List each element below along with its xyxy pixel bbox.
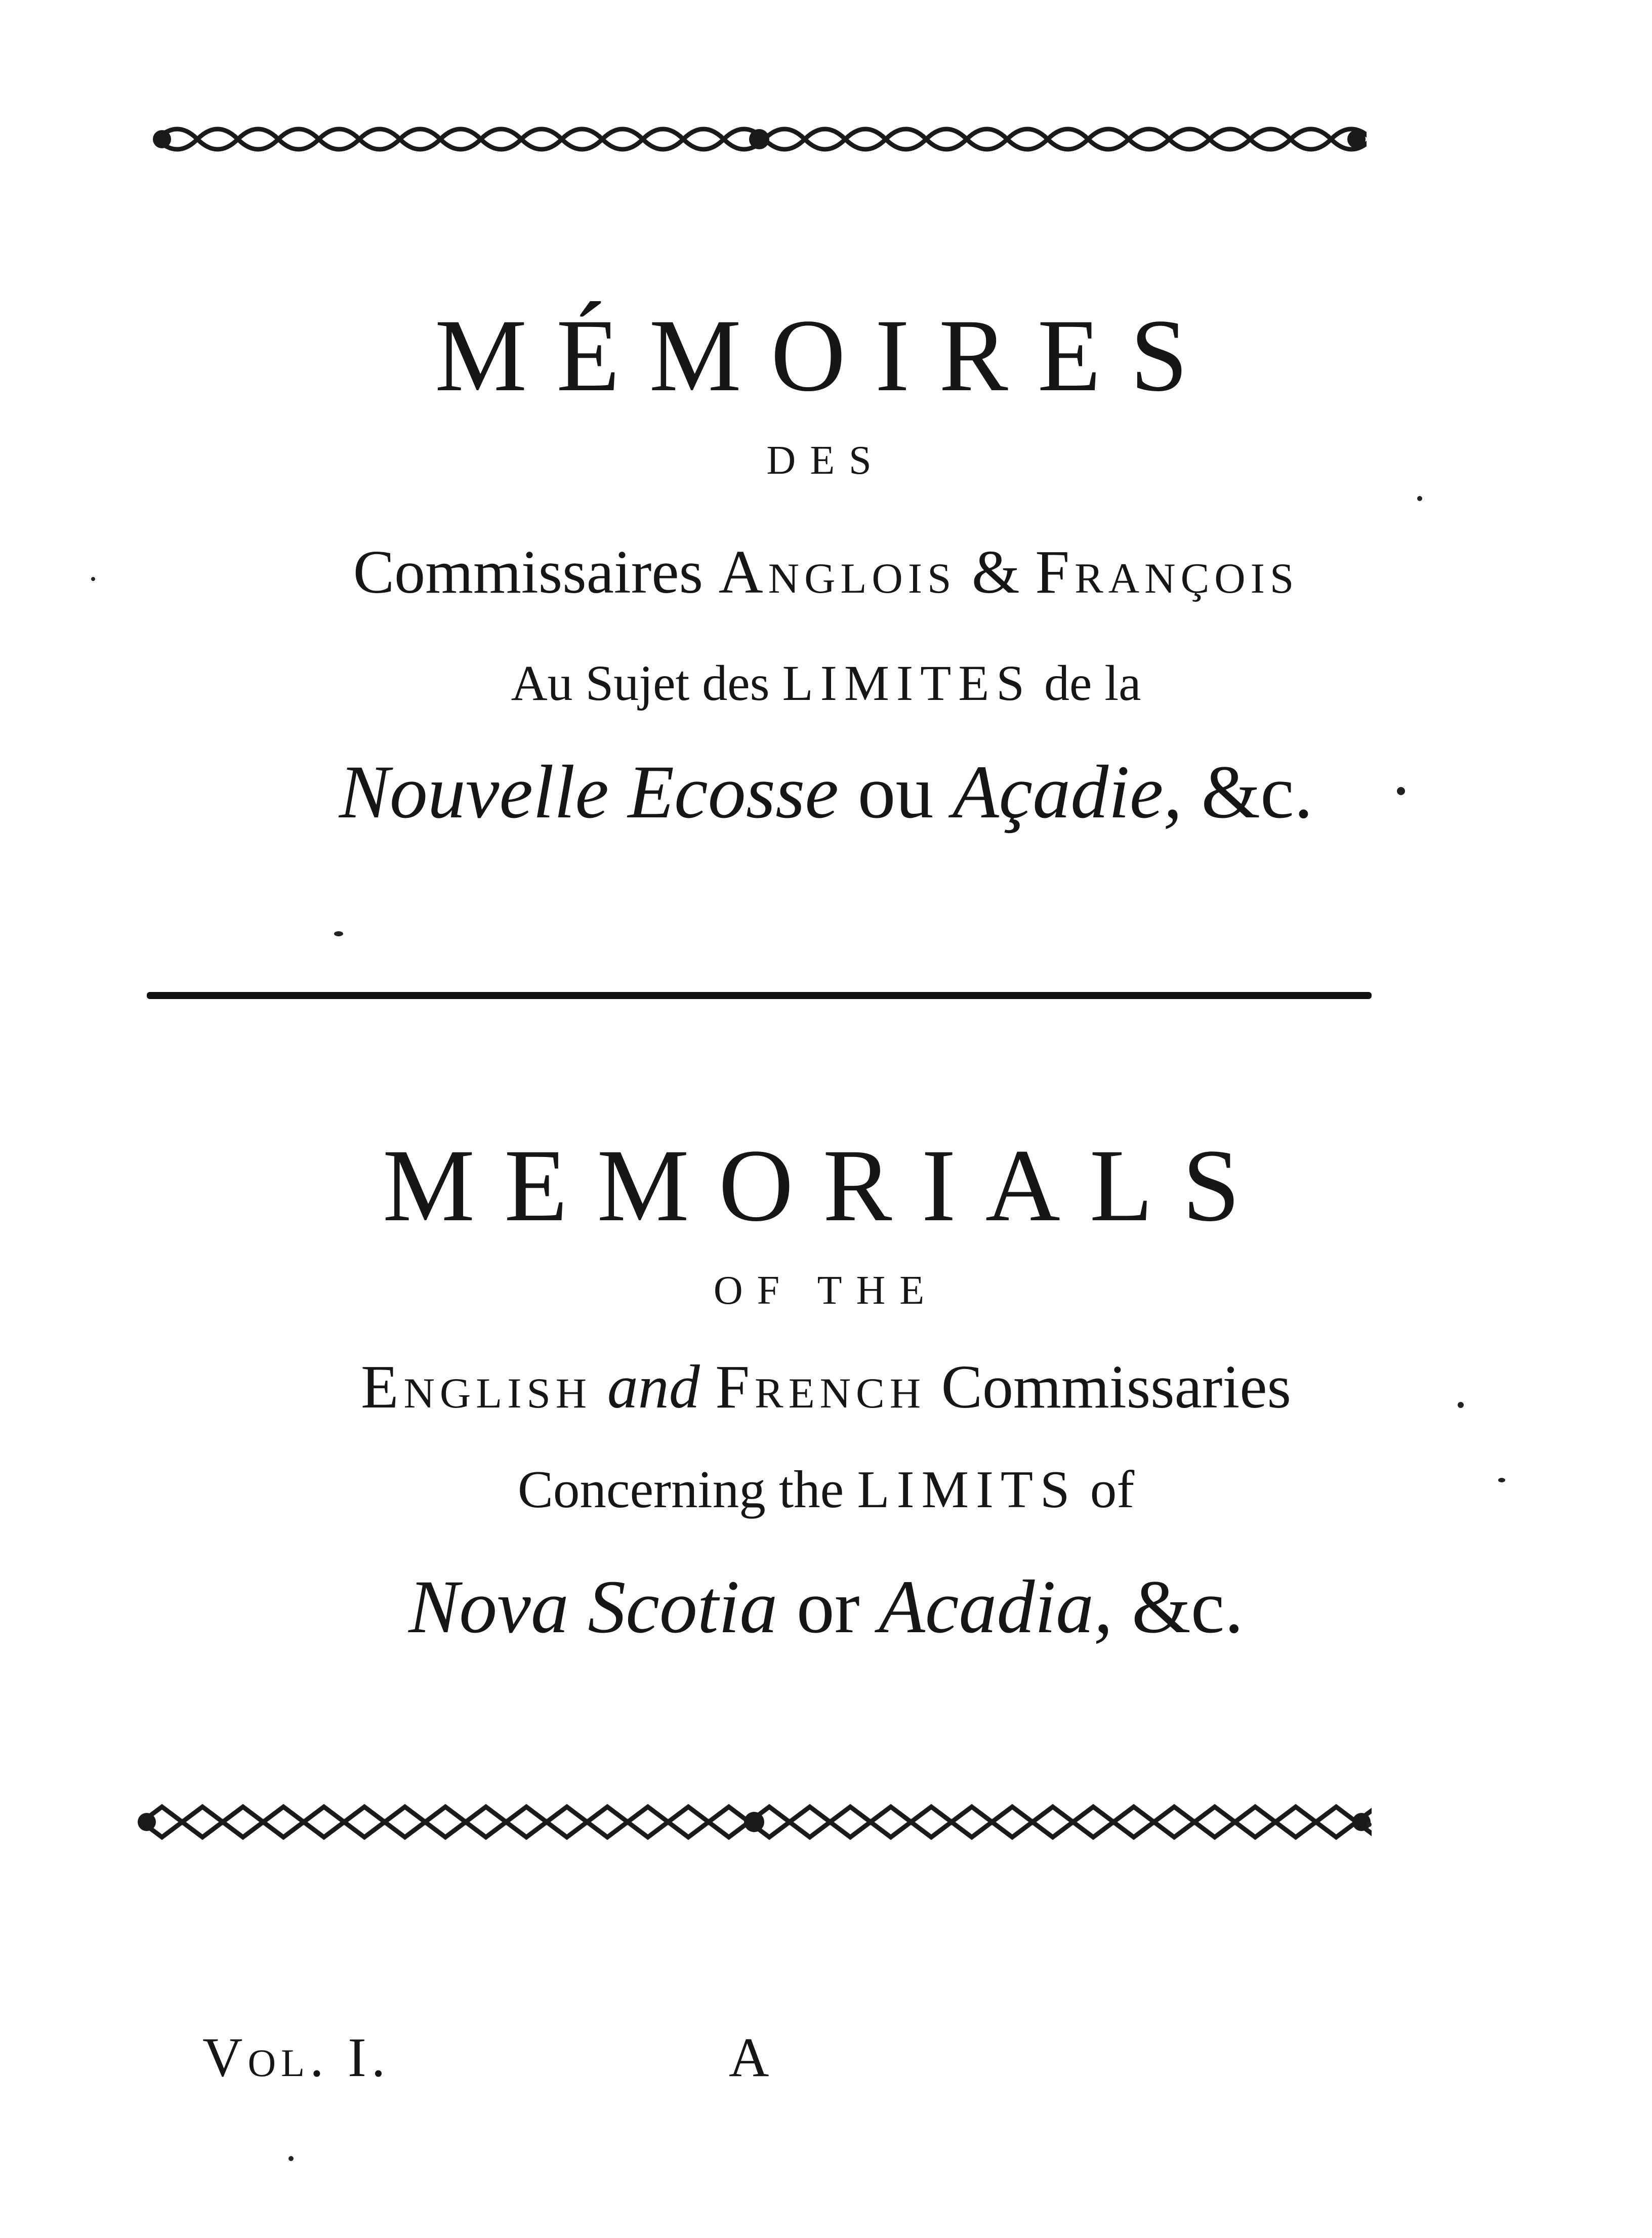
limits-word: LIMITS: [857, 1460, 1077, 1519]
divider-rule: [147, 992, 1372, 999]
commissaires-word: Commissaires: [353, 538, 704, 606]
ink-speck: [334, 931, 343, 936]
etc-fr: &c.: [1201, 750, 1313, 834]
signature-mark: A: [729, 2026, 769, 2088]
french-sujet-line: [0, 655, 1652, 711]
de-la: de la: [1044, 655, 1141, 711]
ink-speck: [1458, 1402, 1464, 1408]
ink-speck: [1498, 1478, 1505, 1482]
etc-en: &c.: [1132, 1565, 1244, 1649]
acadie: Açadie,: [952, 750, 1182, 834]
commissaries-word: Commissaries: [941, 1353, 1291, 1421]
english-commissaries-line: [0, 1353, 1652, 1421]
au-sujet-des: Au Sujet des: [511, 655, 770, 711]
volume-label: Vol. I.: [202, 2026, 391, 2088]
english-concerning-line: [0, 1460, 1652, 1519]
concerning-the: Concerning the: [517, 1460, 844, 1519]
limites-word: LIMITES: [782, 655, 1031, 711]
anglois-word: Anglois: [718, 538, 957, 606]
ou-word: ou: [857, 750, 934, 834]
acadia: Acadia,: [879, 1565, 1113, 1649]
english-of-the: OF THE: [713, 1268, 939, 1313]
french-word: French: [715, 1353, 926, 1421]
english-main-title: MEMORIALS: [382, 1128, 1270, 1243]
bottom-ornament-band: [137, 1802, 1372, 1842]
english-region-line: [0, 1565, 1652, 1649]
nouvelle-ecosse: Nouvelle Ecosse: [339, 750, 839, 834]
ink-speck: [91, 577, 95, 581]
ink-speck: [1397, 787, 1405, 795]
french-main-title: MÉMOIRES: [434, 298, 1218, 413]
and-word: and: [607, 1353, 700, 1421]
english-word: English: [361, 1353, 592, 1421]
ink-speck: [288, 2156, 294, 2161]
french-commissaires-line: [0, 538, 1652, 606]
francois-word: François: [1035, 538, 1299, 606]
nova-scotia: Nova Scotia: [408, 1565, 778, 1649]
of-word: of: [1090, 1460, 1135, 1519]
top-ornament-band: [152, 119, 1367, 159]
ink-speck: [1367, 1822, 1372, 1827]
ink-speck: [1417, 496, 1422, 501]
or-word: or: [796, 1565, 860, 1649]
ampersand: &: [971, 538, 1020, 606]
french-des: DES: [766, 438, 886, 483]
